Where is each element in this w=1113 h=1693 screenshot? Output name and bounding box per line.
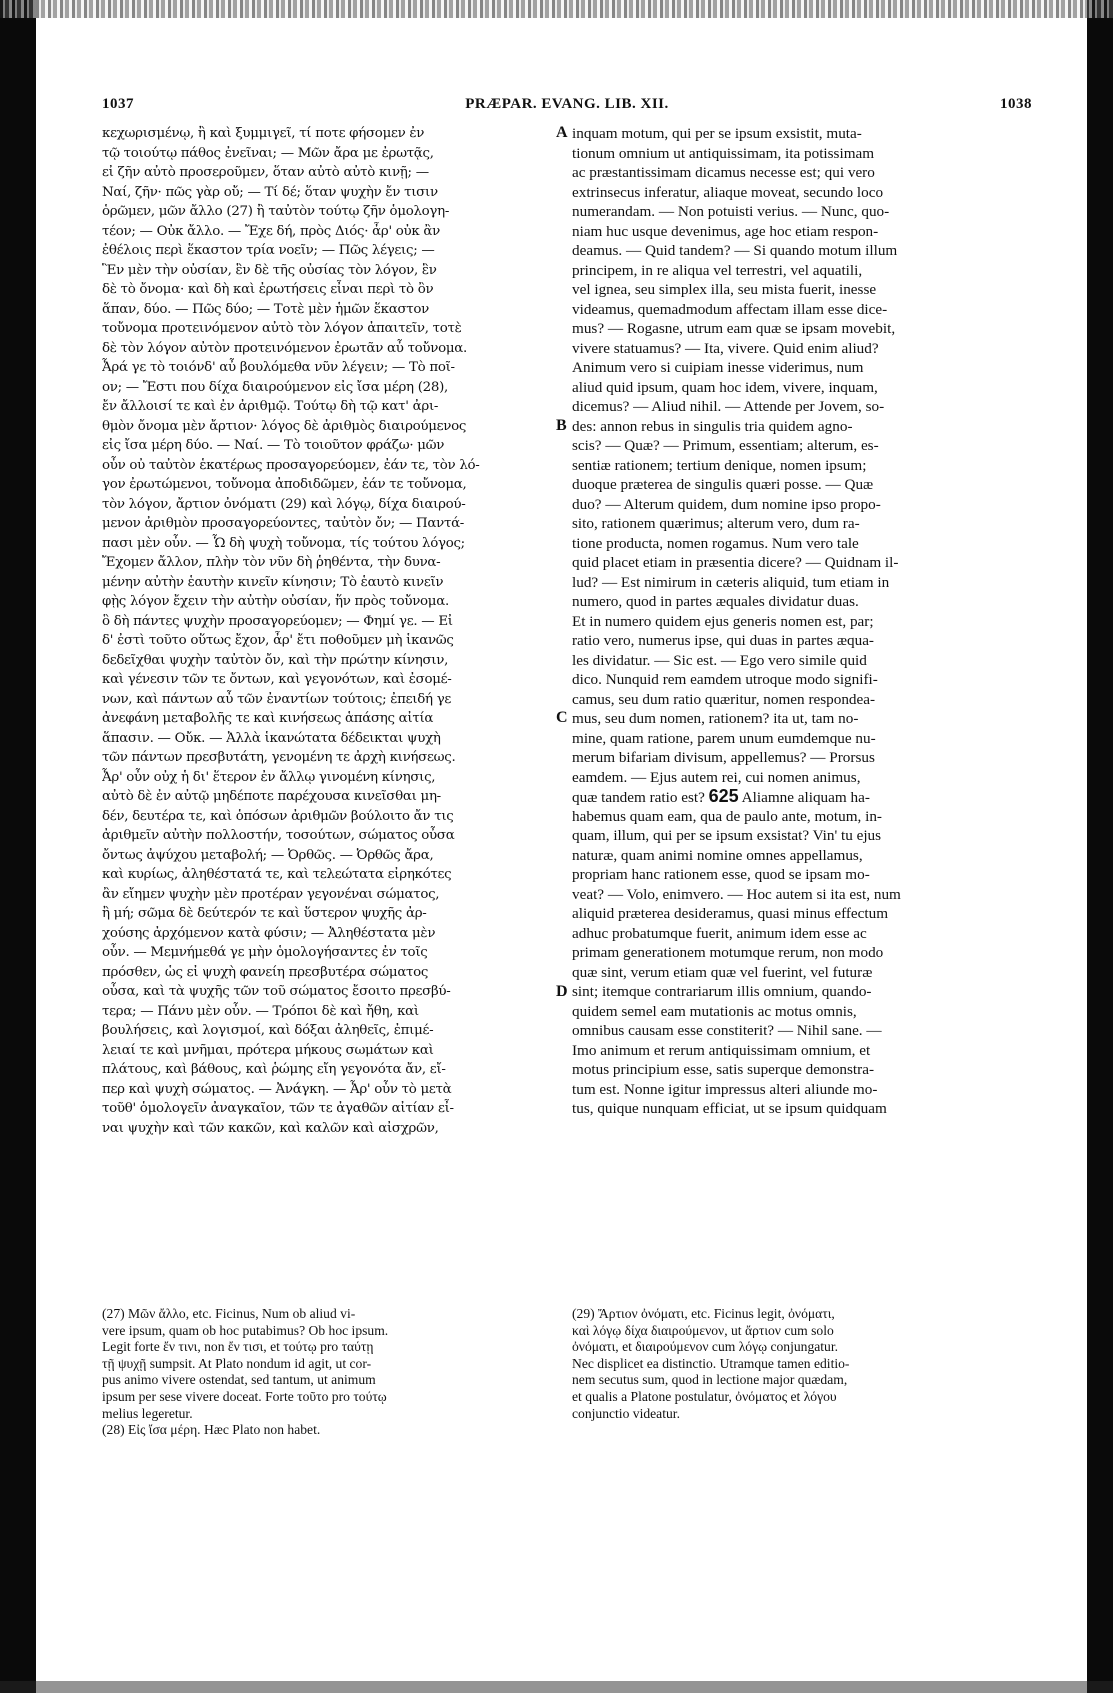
greek-text-line: οὖν οὐ ταὐτὸν ἑκατέρως προσαγορεύομεν, ἐάν τε, τὸν λό- bbox=[102, 457, 480, 473]
greek-text-line: μένην αὐτὴν ἑαυτὴν κινεῖν κίνησιν; Τὸ ἑαυτὸ κινεῖν bbox=[102, 574, 444, 590]
greek-text-line: τὸν λόγον, ἄρτιον ὀνόματι (29) καὶ λόγῳ, δίχα διαιρού- bbox=[102, 496, 466, 512]
latin-text-line: extrinsecus inferatur, aliaque moveat, secundo loco bbox=[572, 183, 884, 201]
latin-text-line: Et in numero quidem ejus generis nomen est, par; bbox=[572, 612, 874, 630]
footnote-line: τῇ ψυχῇ sumpsit. At Plato nondum id agit, ut cor- bbox=[102, 1355, 372, 1371]
latin-text-line: aliud quid ipsum, quam hoc idem, vivere, inquam, bbox=[572, 378, 878, 396]
latin-text-line: vel ignea, seu simplex illa, seu mista fuerit, inesse bbox=[572, 281, 877, 298]
running-title: PRÆPAR. EVANG. LIB. XII. bbox=[465, 96, 669, 112]
greek-text-line: κεχωρισμένῳ, ἢ καὶ ξυμμιγεῖ, τί ποτε φήσομεν ἐν bbox=[102, 126, 425, 141]
latin-text-line: videamus, quemadmodum affectam illam esse dice- bbox=[572, 300, 888, 318]
greek-text-line: Ἓν μὲν τὴν οὐσίαν, ἓν δὲ τῆς οὐσίας τὸν λόγον, ἓν bbox=[102, 262, 437, 278]
greek-text-line: δ' ἐστὶ τοῦτο οὕτως ἔχον, ἆρ' ἔτι ποθοῦμεν μὴ ἱκανῶς bbox=[102, 633, 454, 648]
greek-text-line: χούσης ἀρχόμενον κατὰ φύσιν; — Ἀληθέστατα μὲν bbox=[102, 925, 436, 941]
greek-text-line: Ἆρ' οὖν οὐχ ἡ δι' ἕτερον ἐν ἄλλῳ γινομένη κίνησις, bbox=[102, 769, 436, 785]
greek-text-line: περ καὶ ψυχὴ σώματος. — Ἀνάγκη. — Ἆρ' οὖν τὸ μετὰ bbox=[102, 1081, 452, 1097]
latin-text-line: numerandam. — Non potuisti verius. — Nunc, quo- bbox=[572, 203, 890, 220]
greek-text-line: εἰς ἴσα μέρη δύο. — Ναί. — Τὸ τοιοῦτον φράζω· μῶν bbox=[102, 438, 445, 453]
footnote-line: nem secutus sum, quod in lectione major quædam, bbox=[572, 1372, 848, 1388]
greek-text-line: ἂν εἴημεν ψυχὴν μὲν προτέραν γεγονέναι σώματος, bbox=[102, 886, 440, 902]
greek-text-line: Ἆρά γε τὸ τοιόνδ' αὖ βουλόμεθα νῦν λέγειν; — Τὸ ποῖ- bbox=[102, 360, 455, 375]
greek-text-line: καὶ γένεσιν τῶν τε ὄντων, καὶ γεγονότων, καὶ ἐσομέ- bbox=[102, 672, 452, 687]
latin-text-line: duoque præterea de singulis quæri posse. — Quæ bbox=[572, 476, 874, 493]
latin-text-line: aliquid præterea desideramus, quasi minus effectum bbox=[572, 905, 889, 922]
latin-text-line: adhuc probatumque fuerit, animum idem esse ac bbox=[572, 924, 867, 942]
footnotes-left bbox=[102, 1306, 557, 1439]
footnote-line: ipsum per sese vivere doceat. Forte τοῦτο pro τούτῳ bbox=[102, 1388, 387, 1404]
latin-text-line: primam generationem motumque rerum, non modo bbox=[572, 944, 884, 961]
latin-text-line: quid placet etiam in præsentia dicere? — Quidnam il- bbox=[572, 554, 899, 571]
footnote-line: καὶ λόγῳ δίχα διαιρούμενον, ut ἄρτιον cum solo bbox=[572, 1322, 834, 1338]
greek-text-line: ον; — Ἔστι που δίχα διαιρούμενον εἰς ἴσα μέρη (28), bbox=[102, 379, 448, 395]
latin-text-column bbox=[572, 124, 1034, 1294]
footnote-line: et qualis a Platone postulatur, ὀνόματος et λόγου bbox=[572, 1388, 837, 1404]
latin-text-line: merum bifariam divisum, appellemus? — Prorsus bbox=[572, 749, 875, 766]
latin-text-line: des: annon rebus in singulis tria quidem agno- bbox=[572, 417, 853, 435]
greek-text-line: οὖν. — Μεμνήμεθά γε μὴν ὁμολογήσαντες ἐν τοῖς bbox=[102, 945, 428, 960]
latin-text-line: naturæ, quam animi nomine omnes appellamus, bbox=[572, 846, 863, 864]
latin-text-line: niam huc usque devenimus, age hoc etiam respon- bbox=[572, 222, 879, 240]
greek-text-line: πρόσθεν, ὡς εἰ ψυχὴ φανείη πρεσβυτέρα σώματος bbox=[102, 964, 429, 980]
greek-text-line: δὲ τὸν λόγον αὐτὸν προτεινόμενον ἐρωτᾶν αὖ τοὔνομα. bbox=[102, 340, 467, 356]
latin-text-fragment: Aliamne aliquam ha- bbox=[741, 789, 870, 806]
latin-text-line: les dividatur. — Sic est. — Ego vero simile quid bbox=[572, 651, 867, 669]
latin-text-line: numero, quod in partes æquales dividatur duas. bbox=[572, 593, 859, 610]
latin-text-line: vivere statuamus? — Ita, vivere. Quid enim aliud? bbox=[572, 339, 879, 357]
greek-text-line: ἅπασιν. — Οὔκ. — Ἀλλὰ ἱκανώτατα δέδεικται ψυχὴ bbox=[102, 730, 441, 746]
latin-text-line: inquam motum, qui per se ipsum exsistit, muta- bbox=[572, 125, 862, 142]
greek-text-line: πασι μὲν οὖν. — Ὧ δὴ ψυχὴ τοὔνομα, τίς τούτου λόγος; bbox=[102, 535, 465, 551]
greek-text-line: ἀνεφάνη μεταβολῆς τε καὶ κινήσεως ἁπάσης αἰτία bbox=[102, 711, 434, 726]
greek-text-line: ἅπαν, δύο. — Πῶς δύο; — Τοτὲ μὲν ἡμῶν ἕκαστον bbox=[102, 301, 430, 317]
latin-text-line: duo? — Alterum quidem, dum nomine ipso propo- bbox=[572, 495, 881, 513]
latin-text-line: sentiæ rationem; tertium denique, nomen ipsum; bbox=[572, 456, 867, 474]
greek-text-line: δὲ τὸ ὄνομα· καὶ δὴ καὶ ἐρωτήσεις εἶναι περὶ τὸ ὂν bbox=[102, 282, 434, 297]
latin-text-line: deamus. — Quid tandem? — Si quando motum illum bbox=[572, 242, 898, 259]
footnote-line: conjunctio videatur. bbox=[572, 1405, 680, 1421]
book-page bbox=[36, 18, 1087, 1681]
greek-text-line: τερα; — Πάνυ μὲν οὖν. — Τρόποι δὲ καὶ ἤθη, καὶ bbox=[102, 1003, 419, 1019]
latin-text-line: scis? — Quæ? — Primum, essentiam; alterum, es- bbox=[572, 437, 879, 454]
page-number-left: 1037 bbox=[102, 96, 134, 112]
footnote-line: (29) Ἄρτιον ὀνόματι, etc. Ficinus legit, ὀνόματι, bbox=[572, 1306, 835, 1321]
latin-text-line: dicemus? — Aliud nihil. — Attende per Jovem, so- bbox=[572, 398, 885, 415]
greek-text-line: νων, καὶ πάντων αὖ τῶν ἐναντίων τούτοις; ἐπειδή γε bbox=[102, 691, 452, 707]
running-header bbox=[102, 96, 1032, 120]
footnote-line: (28) Εἰς ἴσα μέρη. Hæc Plato non habet. bbox=[102, 1422, 321, 1438]
latin-text-line bbox=[572, 787, 1034, 807]
scan-border-left bbox=[0, 0, 36, 1693]
greek-text-line: τοῦθ' ὁμολογεῖν ἀναγκαῖον, τῶν τε ἀγαθῶν αἰτίαν εἶ- bbox=[102, 1101, 454, 1116]
greek-text-line: ἔν ἄλλοισί τε καὶ ἐν ἀριθμῷ. Τούτῳ δὴ τῷ κατ' ἀρι- bbox=[102, 399, 439, 414]
greek-text-line: Ἔχομεν ἄλλον, πλὴν τὸν νῦν δὴ ῥηθέντα, τὴν δυνα- bbox=[102, 555, 441, 570]
scan-border-bottom bbox=[0, 1681, 1113, 1693]
latin-text-line: mus, seu dum nomen, rationem? ita ut, tam no- bbox=[572, 710, 859, 727]
greek-text-line: ἢ μή; σῶμα δὲ δεύτερόν τε καὶ ὕστερον ψυχῆς ἀρ- bbox=[102, 906, 427, 921]
scan-border-right bbox=[1087, 0, 1113, 1693]
greek-text-line: τέον; — Οὐκ ἄλλο. — Ἔχε δή, πρὸς Διός· ἆρ' οὐκ ἂν bbox=[102, 223, 441, 239]
section-marker-b: B bbox=[556, 417, 567, 434]
greek-text-line: δέν, δευτέρα τε, καὶ ὁπόσων ἀριθμῶν βούλοιτο ἄν τις bbox=[102, 808, 454, 824]
greek-text-line: εἰ ζῆν αὐτὸ προσεροῦμεν, ὅταν αὐτὸ αὐτὸ κινῇ; — bbox=[102, 165, 429, 180]
latin-text-line: tum est. Nonne igitur impressus alteri aliunde mo- bbox=[572, 1080, 878, 1098]
footnote-line: pus animo vivere ostendat, sed tantum, ut animum bbox=[102, 1372, 376, 1388]
greek-text-line: καὶ κυρίως, ἀληθέστατά τε, καὶ τελεώτατα εἰρηκότες bbox=[102, 867, 452, 882]
scan-border-top bbox=[0, 0, 1113, 18]
latin-text-line: Imo animum et rerum antiquissimam omnium, et bbox=[572, 1041, 871, 1059]
edition-page-number: 625 bbox=[708, 787, 739, 806]
latin-text-line: camus, seu dum ratio quæritur, nomen respondea- bbox=[572, 690, 876, 708]
footnotes-right bbox=[572, 1306, 1034, 1422]
greek-text-line: Ναί, ζῆν· πῶς γὰρ οὔ; — Τί δέ; ὅταν ψυχὴν ἔν τισιν bbox=[102, 184, 438, 200]
latin-text-line: ratio vero, numerus ipse, qui duas in partes æqua- bbox=[572, 632, 874, 649]
latin-text-line: mine, quam ratione, parem unum eumdemque nu- bbox=[572, 729, 876, 747]
section-marker-a: A bbox=[556, 124, 568, 141]
greek-text-column bbox=[102, 124, 552, 1294]
greek-text-line: μενον ἀριθμὸν προσαγορεύοντες, ταὐτὸν ὄν; — Παντά- bbox=[102, 516, 465, 531]
footnote-line: (27) Μῶν ἄλλο, etc. Ficinus, Num ob aliud vi- bbox=[102, 1306, 356, 1321]
latin-text-line: tus, quique nunquam efficiat, ut se ipsum quidquam bbox=[572, 1100, 887, 1117]
greek-text-line: ὃ δὴ πάντες ψυχὴν προσαγορεύομεν; — Φημί γε. — Εἰ bbox=[102, 613, 453, 629]
footnote-line: vere ipsum, quam ob hoc putabimus? Ob hoc ipsum. bbox=[102, 1322, 389, 1338]
latin-text-line: mus? — Rogasne, utrum eam quæ se ipsam movebit, bbox=[572, 320, 896, 337]
greek-text-line: τοὔνομα προτεινόμενον αὐτὸ τὸν λόγον ἀπαιτεῖν, τοτὲ bbox=[102, 321, 462, 336]
latin-text-line: lud? — Est nimirum in cæteris aliquid, tum etiam in bbox=[572, 573, 890, 591]
latin-text-line: tione producta, nomen rogamus. Num vero tale bbox=[572, 534, 859, 552]
latin-text-line: quidem semel eam mutationis ac motus omnis, bbox=[572, 1002, 857, 1020]
greek-text-line: γον ἐρωτώμενοι, τοὔνομα ἀποδιδῶμεν, ἐάν τε τοὔνομα, bbox=[102, 477, 467, 492]
greek-text-line: ὄντως ἀψύχου μεταβολή; — Ὀρθῶς. — Ὀρθῶς ἄρα, bbox=[102, 847, 434, 863]
footnote-line: Legit forte ἔν τινι, non ἔν τισι, et τούτῳ pro ταύτῃ bbox=[102, 1339, 374, 1355]
latin-text-fragment: quæ tandem ratio est? bbox=[572, 789, 705, 806]
latin-text-line: propriam hanc rationem esse, quod se ipsam mo- bbox=[572, 866, 870, 883]
page-number-right: 1038 bbox=[1000, 96, 1032, 112]
greek-text-line: ὁρῶμεν, μῶν ἄλλο (27) ἢ ταὐτὸν τούτῳ ζῆν ὁμολογη- bbox=[102, 204, 450, 219]
latin-text-line: omnibus causam esse constiterit? — Nihil sane. — bbox=[572, 1022, 882, 1039]
greek-text-line: δεδεῖχθαι ψυχὴν ταὐτὸν ὄν, καὶ τὴν πρώτην κίνησιν, bbox=[102, 652, 449, 668]
greek-text-line: θμὸν ὄνομα μὲν ἄρτιον· λόγος δὲ ἀριθμὸς διαιρούμενος bbox=[102, 418, 467, 434]
latin-text-line: sito, rationem quærimus; alterum vero, dum ra- bbox=[572, 515, 860, 532]
section-marker-d: D bbox=[556, 983, 568, 1000]
latin-text-line: motus principium esse, satis superque demonstra- bbox=[572, 1061, 875, 1078]
greek-text-line: πλάτους, καὶ βάθους, καὶ ῥώμης εἴη γεγονότα ἄν, εἴ- bbox=[102, 1062, 446, 1077]
latin-text-line: veat? — Volo, enimvero. — Hoc autem si ita est, num bbox=[572, 885, 901, 903]
footnote-line: Nec displicet ea distinctio. Utramque tamen editio- bbox=[572, 1355, 850, 1371]
greek-text-line: ἀριθμεῖν αὐτὴν πολλοστήν, τοσούτων, σώματος οὖσα bbox=[102, 828, 455, 843]
greek-text-line: φῂς λόγον ἔχειν τὴν αὐτὴν οὐσίαν, ἥν πρὸς τοὔνομα. bbox=[102, 594, 449, 609]
greek-text-line: τῶν πάντων πρεσβυτάτη, γενομένη τε ἀρχὴ κινήσεως. bbox=[102, 750, 456, 765]
footnote-line: melius legeretur. bbox=[102, 1405, 193, 1421]
latin-text-line: habemus quam eam, qua de paulo ante, motum, in- bbox=[572, 807, 882, 825]
section-marker-c: C bbox=[556, 709, 568, 726]
latin-text-line: eamdem. — Ejus autem rei, cui nomen animus, bbox=[572, 768, 861, 786]
greek-text-line: λειαί τε καὶ μνῆμαι, πρότερα μήκους σωμάτων καὶ bbox=[102, 1042, 434, 1058]
footnote-line: ὀνόματι, et διαιρούμενον cum λόγῳ conjungatur. bbox=[572, 1339, 839, 1355]
latin-text-line: Animum vero si cuipiam inesse viderimus, num bbox=[572, 359, 864, 376]
latin-text-line: dico. Nunquid rem eamdem utroque modo signifi- bbox=[572, 671, 878, 688]
latin-text-line: sint; itemque contrariarum illis omnium, quando- bbox=[572, 983, 872, 1000]
greek-text-line: οὖσα, καὶ τὰ ψυχῆς τῶν τοῦ σώματος ἔσοιτο πρεσβύ- bbox=[102, 984, 451, 999]
latin-text-line: principem, in re aliqua vel terrestri, vel aquatili, bbox=[572, 261, 863, 279]
latin-text-line: tionum omnium ut antiquissimam, ita potissimam bbox=[572, 144, 875, 162]
latin-text-line: quæ sint, verum etiam quæ vel fuerint, vel futuræ bbox=[572, 963, 873, 981]
greek-text-line: αὐτὸ δὲ ἐν αὐτῷ μηδέποτε παρέχουσα κινεῖσθαι μη- bbox=[102, 789, 441, 804]
latin-text-line: ac præstantissimam dicamus necesse est; qui vero bbox=[572, 164, 875, 181]
greek-text-line: ναι ψυχὴν καὶ τῶν κακῶν, καὶ καλῶν καὶ αἰσχρῶν, bbox=[102, 1120, 439, 1136]
greek-text-line: ἐθέλοις περὶ ἕκαστον τρία νοεῖν; — Πῶς λέγεις; — bbox=[102, 243, 435, 258]
latin-text-line: quam, illum, qui per se ipsum exsistat? Vin' tu ejus bbox=[572, 827, 882, 844]
greek-text-line: τῷ τοιούτῳ πάθος ἐνεῖναι; — Μῶν ἄρα με ἐρωτᾷς, bbox=[102, 145, 434, 161]
greek-text-line: βουλήσεις, καὶ λογισμοί, καὶ δόξαι ἀληθεῖς, ἐπιμέ- bbox=[102, 1023, 434, 1038]
